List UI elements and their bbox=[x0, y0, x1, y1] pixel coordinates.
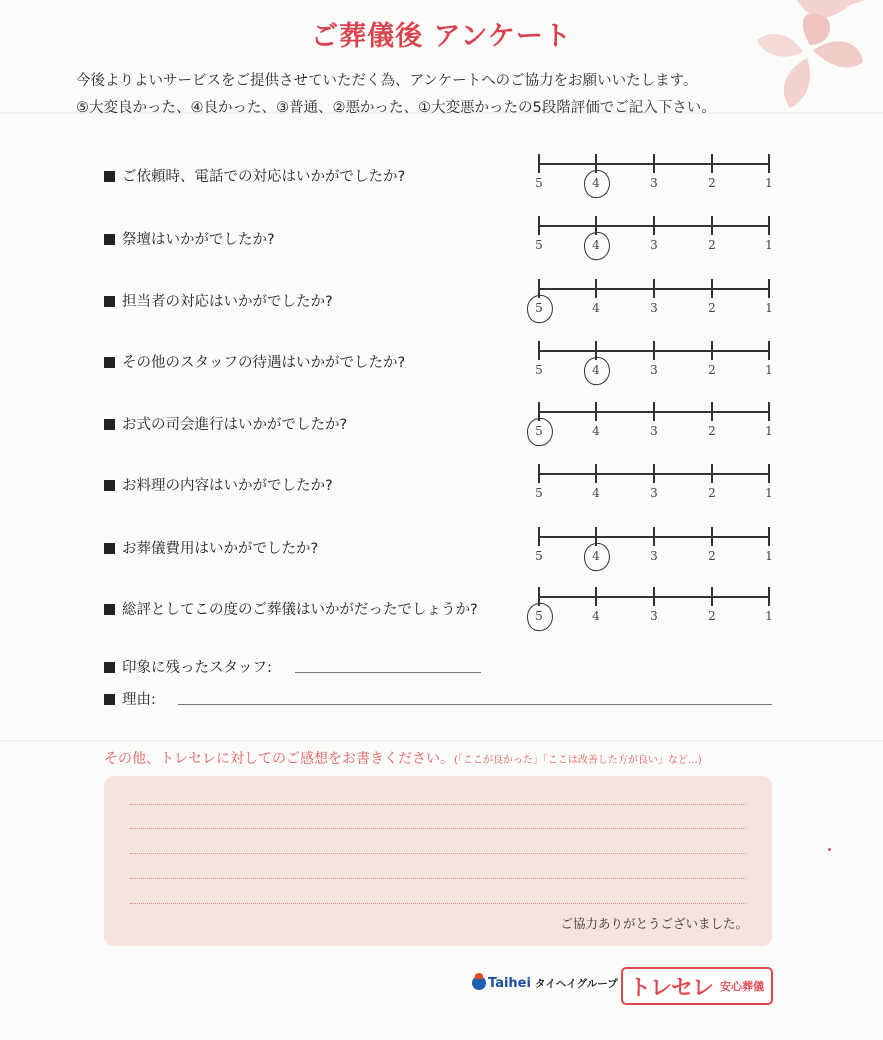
comment-line bbox=[130, 903, 746, 904]
scale-label[interactable]: 1 bbox=[765, 176, 773, 190]
selected-rating-circle bbox=[582, 355, 612, 386]
bullet-square-icon bbox=[104, 419, 115, 430]
scale-label[interactable]: 2 bbox=[708, 363, 716, 377]
scale-label[interactable]: 2 bbox=[708, 238, 716, 252]
scale-label[interactable]: 4 bbox=[592, 486, 600, 500]
rating-instructions: ⑤大変良かった、④良かった、③普通、②悪かった、①大変悪かったの5段階評価でご記入下さい。 bbox=[76, 100, 716, 116]
scale-tick bbox=[595, 464, 597, 483]
scale-label[interactable]: 3 bbox=[650, 424, 658, 438]
bullet-square-icon bbox=[104, 662, 115, 673]
scale-label[interactable]: 3 bbox=[650, 609, 658, 623]
intro-text: 今後よりよいサービスをご提供させていただく為、アンケートへのご協力をお願いいたします。 bbox=[76, 73, 698, 89]
scale-tick bbox=[711, 154, 713, 173]
selected-rating-circle bbox=[525, 293, 555, 324]
scale-tick bbox=[711, 402, 713, 421]
question-row bbox=[104, 228, 275, 249]
selected-rating-circle bbox=[525, 601, 555, 632]
scale-tick bbox=[711, 216, 713, 235]
paper-fold bbox=[0, 740, 883, 742]
scale-tick bbox=[768, 216, 770, 235]
bullet-square-icon bbox=[104, 604, 115, 615]
scale-label[interactable]: 1 bbox=[765, 238, 773, 252]
bullet-square-icon bbox=[104, 480, 115, 491]
comments-box[interactable] bbox=[104, 776, 772, 946]
scale-tick bbox=[653, 527, 655, 546]
rating-scale[interactable] bbox=[535, 402, 773, 444]
scale-tick bbox=[711, 587, 713, 606]
bullet-square-icon bbox=[104, 694, 115, 705]
scale-label[interactable]: 5 bbox=[535, 301, 543, 315]
scale-tick bbox=[653, 154, 655, 173]
scale-label[interactable]: 4 bbox=[592, 301, 600, 315]
scale-label[interactable]: 4 bbox=[592, 238, 600, 252]
scale-label[interactable]: 3 bbox=[650, 363, 658, 377]
reason-label-text: 理由: bbox=[122, 692, 156, 708]
scale-label[interactable]: 1 bbox=[765, 363, 773, 377]
scale-label[interactable]: 2 bbox=[708, 424, 716, 438]
scale-tick bbox=[653, 216, 655, 235]
trese-tagline: 安心葬儀 bbox=[720, 980, 764, 993]
rating-scale[interactable] bbox=[535, 216, 773, 258]
rating-scale[interactable] bbox=[535, 527, 773, 569]
scale-label[interactable]: 2 bbox=[708, 301, 716, 315]
bullet-square-icon bbox=[104, 357, 115, 368]
bullet-square-icon bbox=[104, 296, 115, 307]
scale-tick bbox=[768, 341, 770, 360]
question-text: その他のスタッフの待遇はいかがでしたか? bbox=[122, 355, 406, 371]
scale-tick bbox=[768, 154, 770, 173]
scale-label[interactable]: 3 bbox=[650, 238, 658, 252]
scale-tick bbox=[538, 527, 540, 546]
form-title: ご葬儀後 アンケート bbox=[311, 21, 572, 52]
comments-heading-note: (「ここが良かった」「ここは改善した方が良い」など…) bbox=[454, 755, 702, 766]
bullet-square-icon bbox=[104, 171, 115, 182]
scale-label[interactable]: 4 bbox=[592, 176, 600, 190]
scale-label[interactable]: 5 bbox=[535, 176, 543, 190]
scale-label[interactable]: 5 bbox=[535, 549, 543, 563]
scale-label[interactable]: 1 bbox=[765, 486, 773, 500]
scale-tick bbox=[538, 464, 540, 483]
scale-label[interactable]: 2 bbox=[708, 609, 716, 623]
scale-tick bbox=[768, 464, 770, 483]
scale-label[interactable]: 5 bbox=[535, 363, 543, 377]
rating-scale[interactable] bbox=[535, 464, 773, 506]
scale-label[interactable]: 2 bbox=[708, 549, 716, 563]
question-row bbox=[104, 413, 347, 434]
scale-label[interactable]: 1 bbox=[765, 549, 773, 563]
comment-line bbox=[130, 853, 746, 854]
scale-label[interactable]: 1 bbox=[765, 424, 773, 438]
taihei-brand: Taihei bbox=[488, 976, 531, 991]
question-row bbox=[104, 598, 478, 619]
scale-tick bbox=[653, 279, 655, 298]
taihei-logo-icon bbox=[472, 976, 486, 990]
rating-scale[interactable] bbox=[535, 279, 773, 321]
question-row bbox=[104, 165, 405, 186]
scale-label[interactable]: 5 bbox=[535, 486, 543, 500]
taihei-logo bbox=[472, 976, 618, 991]
rating-scale[interactable] bbox=[535, 341, 773, 383]
question-text: ご依頼時、電話での対応はいかがでしたか? bbox=[122, 169, 406, 185]
trese-logo-text: トレセレ bbox=[629, 976, 714, 1001]
scale-label[interactable]: 4 bbox=[592, 363, 600, 377]
scale-tick bbox=[538, 216, 540, 235]
scale-tick bbox=[711, 341, 713, 360]
question-text: 祭壇はいかがでしたか? bbox=[122, 232, 275, 248]
scale-label[interactable]: 1 bbox=[765, 609, 773, 623]
scale-label[interactable]: 2 bbox=[708, 176, 716, 190]
scale-tick bbox=[711, 279, 713, 298]
scale-label[interactable]: 4 bbox=[592, 424, 600, 438]
scale-label[interactable]: 5 bbox=[535, 424, 543, 438]
scale-label[interactable]: 4 bbox=[592, 549, 600, 563]
reason-input-line[interactable] bbox=[178, 704, 772, 705]
rating-scale[interactable] bbox=[535, 154, 773, 196]
scale-label[interactable]: 1 bbox=[765, 301, 773, 315]
rating-scale[interactable] bbox=[535, 587, 773, 629]
scale-tick bbox=[768, 402, 770, 421]
selected-rating-circle bbox=[582, 168, 612, 199]
comments-heading-text: その他、トレセレに対してのご感想をお書きください。 bbox=[104, 751, 454, 767]
scale-tick bbox=[711, 527, 713, 546]
scale-label[interactable]: 3 bbox=[650, 176, 658, 190]
comment-line bbox=[130, 878, 746, 879]
scale-tick bbox=[538, 154, 540, 173]
comment-line bbox=[130, 804, 746, 805]
reason-field-label bbox=[104, 688, 156, 709]
thanks-text: ご協力ありがとうございました。 bbox=[560, 916, 748, 931]
scale-label[interactable]: 4 bbox=[592, 609, 600, 623]
scale-label[interactable]: 5 bbox=[535, 238, 543, 252]
scale-tick bbox=[653, 341, 655, 360]
taihei-group: タイヘイグループ bbox=[534, 978, 618, 990]
scale-tick bbox=[538, 341, 540, 360]
staff-input-line[interactable] bbox=[295, 672, 481, 673]
selected-rating-circle bbox=[582, 541, 612, 572]
scale-tick bbox=[768, 587, 770, 606]
scale-label[interactable]: 5 bbox=[535, 609, 543, 623]
scale-label[interactable]: 2 bbox=[708, 486, 716, 500]
selected-rating-circle bbox=[582, 230, 612, 261]
scale-label[interactable]: 3 bbox=[650, 301, 658, 315]
scale-tick bbox=[595, 279, 597, 298]
question-row bbox=[104, 290, 333, 311]
question-row bbox=[104, 351, 405, 372]
scale-tick bbox=[711, 464, 713, 483]
staff-field-label bbox=[104, 656, 272, 677]
staff-label-text: 印象に残ったスタッフ: bbox=[122, 660, 272, 676]
scale-tick bbox=[653, 464, 655, 483]
comments-heading bbox=[104, 748, 702, 768]
question-text: お葬儀費用はいかがでしたか? bbox=[122, 541, 319, 557]
selected-rating-circle bbox=[525, 416, 555, 447]
scale-tick bbox=[595, 587, 597, 606]
scale-tick bbox=[653, 402, 655, 421]
question-text: お料理の内容はいかがでしたか? bbox=[122, 478, 333, 494]
scale-tick bbox=[768, 279, 770, 298]
scale-tick bbox=[595, 402, 597, 421]
scale-label[interactable]: 3 bbox=[650, 549, 658, 563]
ink-speck bbox=[828, 848, 831, 851]
question-row bbox=[104, 537, 318, 558]
comment-line bbox=[130, 828, 746, 829]
question-text: 担当者の対応はいかがでしたか? bbox=[122, 294, 333, 310]
question-text: お式の司会進行はいかがでしたか? bbox=[122, 417, 348, 433]
bullet-square-icon bbox=[104, 234, 115, 245]
question-row bbox=[104, 474, 333, 495]
scale-label[interactable]: 3 bbox=[650, 486, 658, 500]
question-text: 総評としてこの度のご葬儀はいかがだったでしょうか? bbox=[122, 602, 478, 618]
bullet-square-icon bbox=[104, 543, 115, 554]
scale-tick bbox=[653, 587, 655, 606]
scale-tick bbox=[768, 527, 770, 546]
trese-logo bbox=[621, 967, 773, 1005]
